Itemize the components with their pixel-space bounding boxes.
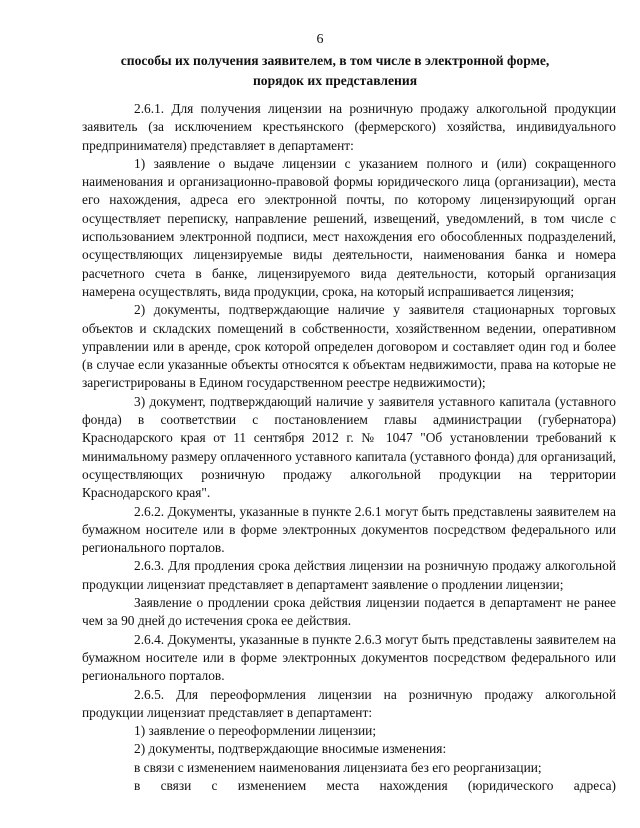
paragraph-reissue-item-2: 2) документы, подтверждающие вносимые изменения: bbox=[134, 741, 447, 757]
paragraph-item-3-capital: 3) документ, подтверждающий наличие у заявителя уставного капитала (уставного фонда) в соответствии с постановлением главы администрации (губернатора) Краснодарского края от 11 сентября 2012 г. № 1047 "Об установлении требований к минимальному размеру оплаченного уставного капитала (уставного фонда) для организаций, осуществляющих розничную продажу алкогольной продукции на территории Краснодарского края". bbox=[82, 393, 616, 501]
paragraph-2-6-2: 2.6.2. Документы, указанные в пункте 2.6.1 могут быть представлены заявителем на бумажном носителе или в форме электронных документов посредством федерального или регионального порталов. bbox=[82, 503, 616, 556]
paragraph-2-6-4: 2.6.4. Документы, указанные в пункте 2.6.3 могут быть представлены заявителем на бумажном носителе или в форме электронных документов посредством федерального или регионального порталов. bbox=[82, 631, 616, 684]
paragraph-2-6-3: 2.6.3. Для продления срока действия лицензии на розничную продажу алкогольной продукции лицензиат представляет в департамент заявление о продлении лицензии; bbox=[82, 558, 616, 592]
paragraph-2-6-1: 2.6.1. Для получения лицензии на розничную продажу алкогольной продукции заявитель (за исключением крестьянского (фермерского) хозяйства, индивидуального предпринимателя) представляет в департамент: bbox=[82, 101, 616, 153]
paragraph-renewal-deadline: Заявление о продлении срока действия лицензии подается в департамент не ранее чем за 90 дней до истечения срока ее действия. bbox=[82, 595, 616, 629]
paragraph-item-2-documents: 2) документы, подтверждающие наличие у заявителя стационарных торговых объектов и складских помещений в собственности, хозяйственном ведении, оперативном управлении или в аренде, срок которой определен договором и составляет один год и более (в случае если указанные объекты относятся к объектам недвижимости, права на которые не зарегистрированы в Едином государственном реестре недвижимости); bbox=[82, 302, 616, 391]
paragraph-item-1-application: 1) заявление о выдаче лицензии с указанием полного и (или) сокращенного наименования и организационно-правовой формы юридического лица (организации), места его нахождения, адреса его электронной почты, по которому лицензирующий орган осуществляет переписку, направление решений, извещений, уведомлений, в том числе с использованием электронной подписи, мест нахождения его обособленных подразделений, осуществляющих лицензируемые виды деятельности, наименования банка и номера расчетного счета в банке, лицензируемого вида деятельности, который организация намерена осуществлять, вида продукции, срока, на который испрашивается лицензия; bbox=[82, 155, 616, 299]
paragraph-reissue-item-1: 1) заявление о переоформлении лицензии; bbox=[134, 723, 377, 739]
paragraph-address-change: в связи с изменением места нахождения (юридического адреса) bbox=[134, 777, 616, 793]
paragraph-name-change: в связи с изменением наименования лицензиата без его реорганизации; bbox=[134, 759, 542, 775]
paragraph-2-6-5: 2.6.5. Для переоформления лицензии на розничную продажу алкогольной продукции лицензиат представляет в департамент: bbox=[82, 686, 616, 720]
document-body bbox=[82, 100, 616, 795]
section-heading: способы их получения заявителем, в том числе в электронной форме, порядок их представления bbox=[120, 53, 550, 88]
page-number: 6 bbox=[316, 32, 324, 47]
